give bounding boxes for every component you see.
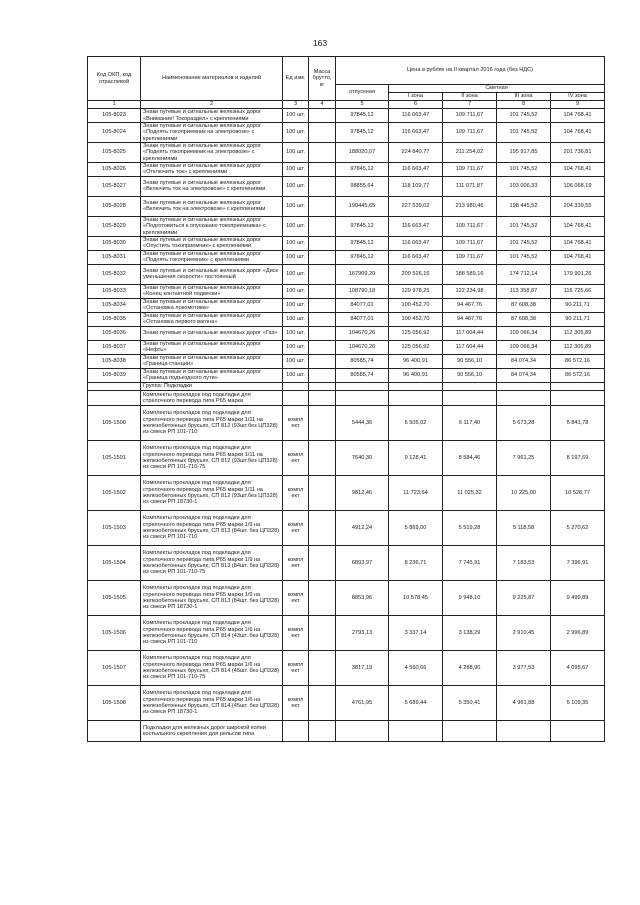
row-code: 105-8025 bbox=[88, 142, 141, 162]
row-code: 105-8036 bbox=[88, 326, 141, 340]
row-mass bbox=[309, 196, 336, 216]
row-zone-2-price: 94 467,76 bbox=[443, 298, 497, 312]
row-mass bbox=[309, 250, 336, 264]
row-release-price: 7640,30 bbox=[336, 440, 389, 475]
row-mass bbox=[309, 340, 336, 354]
row-mass bbox=[309, 580, 336, 615]
row-unit: 100 шт. bbox=[283, 340, 309, 354]
row-zone-1-price: 116 663,47 bbox=[389, 250, 443, 264]
table-row bbox=[88, 545, 605, 580]
row-zone-2-price: 122 234,98 bbox=[443, 284, 497, 298]
row-release-price: 188020,07 bbox=[336, 142, 389, 162]
row-zone-1-price: 118 109,77 bbox=[389, 176, 443, 196]
row-zone-1-price: 11 723,64 bbox=[389, 475, 443, 510]
last-section bbox=[88, 720, 605, 741]
row-zone-4-price: 116 725,66 bbox=[551, 284, 605, 298]
row-zone-4-price: 86 572,16 bbox=[551, 354, 605, 368]
row-zone-1-price: 9 128,41 bbox=[389, 440, 443, 475]
row-unit: компл ект bbox=[283, 615, 309, 650]
subgroup-label: Комплекты прокладок под подкладки для стрелочного перевода типа Р65 марки bbox=[141, 390, 283, 405]
row-zone-2-price: 9 948,10 bbox=[443, 580, 497, 615]
row-name: Знаки путевые и сигнальные железных дорог «Включить ток на электровозе» с креплениями bbox=[141, 176, 283, 196]
row-release-price: 167909,20 bbox=[336, 264, 389, 284]
row-release-price: 4912,24 bbox=[336, 510, 389, 545]
header-name: Наименование материалов и изделий bbox=[141, 57, 283, 101]
header-zone-3: III зона bbox=[497, 93, 551, 101]
row-zone-4-price: 104 768,41 bbox=[551, 250, 605, 264]
row-code: 105-8027 bbox=[88, 176, 141, 196]
row-code: 105-8035 bbox=[88, 312, 141, 326]
row-zone-2-price: 213 980,46 bbox=[443, 196, 497, 216]
row-zone-1-price: 4 560,66 bbox=[389, 650, 443, 685]
row-mass bbox=[309, 510, 336, 545]
row-mass bbox=[309, 264, 336, 284]
row-code: 105-8031 bbox=[88, 250, 141, 264]
row-zone-3-price: 7 961,25 bbox=[497, 440, 551, 475]
row-zone-4-price: 104 768,41 bbox=[551, 216, 605, 236]
row-zone-4-price: 7 396,91 bbox=[551, 545, 605, 580]
row-name: Комплекты прокладок под подкладки для стрелочного перевода типа Р65 марки 1/9 на железобетонных брусьях, СП 813 (84шт. без ЦП328) из смеси РП 18730-1 bbox=[141, 580, 283, 615]
row-unit: 100 шт. bbox=[283, 216, 309, 236]
row-mass bbox=[309, 176, 336, 196]
row-zone-3-price: 103 006,33 bbox=[497, 176, 551, 196]
row-zone-4-price: 90 211,71 bbox=[551, 298, 605, 312]
row-zone-1-price: 116 663,47 bbox=[389, 123, 443, 143]
row-zone-1-price: 227 539,02 bbox=[389, 196, 443, 216]
row-zone-2-price: 6 117,40 bbox=[443, 405, 497, 440]
header-unit: Ед изм. bbox=[283, 57, 309, 101]
row-zone-2-price: 109 711,67 bbox=[443, 109, 497, 123]
col-index: 2 bbox=[141, 101, 283, 109]
row-zone-1-price: 116 663,47 bbox=[389, 109, 443, 123]
row-name: Комплекты прокладок под подкладки для стрелочного перевода типа Р65 марки 1/6 на железобетонных брусьях, СП 814 (45шт. без ЦП328) из смеси РП 101-710-75 bbox=[141, 650, 283, 685]
header-release: отпускная bbox=[336, 85, 389, 101]
row-name: Знаки путевые и сигнальные железных дорог «Конец контактной подвески» bbox=[141, 284, 283, 298]
row-code: 105-1506 bbox=[88, 615, 141, 650]
row-zone-2-price: 3 138,29 bbox=[443, 615, 497, 650]
row-code: 105-8029 bbox=[88, 216, 141, 236]
row-release-price: 97845,12 bbox=[336, 250, 389, 264]
row-name: Знаки путевые и сигнальные железных дорог «Опустить токоприемник» с креплениями bbox=[141, 236, 283, 250]
row-code: 105-1502 bbox=[88, 475, 141, 510]
price-table bbox=[87, 56, 605, 742]
col-index: 4 bbox=[309, 101, 336, 109]
row-zone-3-price: 198 445,52 bbox=[497, 196, 551, 216]
row-mass bbox=[309, 545, 336, 580]
row-zone-2-price: 211 254,02 bbox=[443, 142, 497, 162]
col-index: 3 bbox=[283, 101, 309, 109]
sign-rows bbox=[88, 109, 605, 383]
col-index: 6 bbox=[389, 101, 443, 109]
row-name: Комплекты прокладок под подкладки для стрелочного перевода типа Р65 марки 1/11 на железобетонных брусьях, СП 812 (93шт.без ЦП328) из смеси РП 18730-1 bbox=[141, 475, 283, 510]
row-name: Знаки путевые и сигнальные железных дорог «Граница станции» bbox=[141, 354, 283, 368]
group-section bbox=[88, 382, 605, 405]
row-code: 105-8030 bbox=[88, 236, 141, 250]
row-zone-1-price: 224 840,77 bbox=[389, 142, 443, 162]
row-name: Знаки путевые и сигнальные железных дорог «Поднять токоприемник» с креплениями bbox=[141, 250, 283, 264]
row-zone-4-price: 204 339,55 bbox=[551, 196, 605, 216]
col-index: 8 bbox=[497, 101, 551, 109]
row-zone-3-price: 101 745,52 bbox=[497, 123, 551, 143]
row-zone-4-price: 86 572,16 bbox=[551, 368, 605, 382]
row-code: 105-8032 bbox=[88, 264, 141, 284]
row-code: 105-1500 bbox=[88, 405, 141, 440]
row-zone-1-price: 96 400,91 bbox=[389, 368, 443, 382]
row-unit: 100 шт. bbox=[283, 250, 309, 264]
row-name: Комплекты прокладок под подкладки для стрелочного перевода типа Р65 марки 1/11 на железобетонных брусьях, СП 812 (93шт.без ЦП328) из смеси РП 101-710-75 bbox=[141, 440, 283, 475]
row-zone-2-price: 4 288,90 bbox=[443, 650, 497, 685]
table-row bbox=[88, 312, 605, 326]
row-release-price: 98855,64 bbox=[336, 176, 389, 196]
table-row bbox=[88, 475, 605, 510]
table-row bbox=[88, 176, 605, 196]
row-name: Знаки путевые и сигнальные железных дорог «Включить ток на электровозе» с креплениями bbox=[141, 196, 283, 216]
row-unit: 100 шт. bbox=[283, 123, 309, 143]
row-zone-4-price: 5 841,78 bbox=[551, 405, 605, 440]
col-index: 7 bbox=[443, 101, 497, 109]
row-mass bbox=[309, 326, 336, 340]
row-name: Знаки путевые и сигнальные железных дорог «Нефть» bbox=[141, 340, 283, 354]
row-zone-3-price: 113 358,87 bbox=[497, 284, 551, 298]
row-zone-1-price: 5 869,00 bbox=[389, 510, 443, 545]
row-zone-3-price: 101 745,52 bbox=[497, 250, 551, 264]
row-zone-1-price: 10 578,45 bbox=[389, 580, 443, 615]
row-zone-2-price: 117 604,44 bbox=[443, 340, 497, 354]
row-release-price: 104670,26 bbox=[336, 326, 389, 340]
table-row bbox=[88, 405, 605, 440]
table-row bbox=[88, 162, 605, 176]
row-release-price: 104670,26 bbox=[336, 340, 389, 354]
row-zone-4-price: 10 528,77 bbox=[551, 475, 605, 510]
row-unit: 100 шт. bbox=[283, 162, 309, 176]
row-name: Знаки путевые и сигнальные железных дорог «Граница подъездного пути» bbox=[141, 368, 283, 382]
column-index-row bbox=[88, 101, 605, 109]
row-zone-2-price: 109 711,67 bbox=[443, 162, 497, 176]
row-zone-2-price: 90 556,10 bbox=[443, 354, 497, 368]
row-code: 105-8024 bbox=[88, 123, 141, 143]
row-zone-3-price: 109 066,34 bbox=[497, 326, 551, 340]
row-zone-3-price: 4 961,88 bbox=[497, 685, 551, 720]
row-unit: 100 шт. bbox=[283, 312, 309, 326]
row-zone-4-price: 5 270,62 bbox=[551, 510, 605, 545]
row-zone-2-price: 111 071,87 bbox=[443, 176, 497, 196]
row-zone-4-price: 104 768,41 bbox=[551, 236, 605, 250]
row-name: Комплекты прокладок под подкладки для стрелочного перевода типа Р65 марки 1/9 на железобетонных брусьях, СП 813 (84шт. без ЦП328) из смеси РП 101-710 bbox=[141, 510, 283, 545]
row-code: 105-1505 bbox=[88, 580, 141, 615]
row-unit: 100 шт. bbox=[283, 368, 309, 382]
table-row bbox=[88, 354, 605, 368]
row-zone-1-price: 125 056,92 bbox=[389, 340, 443, 354]
row-code: 105-1503 bbox=[88, 510, 141, 545]
row-release-price: 97845,12 bbox=[336, 216, 389, 236]
row-name: Знаки путевые и сигнальные железных дорог «Отключить ток» с креплениями bbox=[141, 162, 283, 176]
row-zone-2-price: 117 604,44 bbox=[443, 326, 497, 340]
row-zone-1-price: 116 663,47 bbox=[389, 216, 443, 236]
row-mass bbox=[309, 216, 336, 236]
table-row bbox=[88, 264, 605, 284]
row-zone-3-price: 87 608,38 bbox=[497, 298, 551, 312]
row-zone-2-price: 188 589,16 bbox=[443, 264, 497, 284]
last-row-name: Подкладки для железных дорог широкой колеи костыльного скрепления для рельсов типа bbox=[141, 720, 283, 741]
row-mass bbox=[309, 298, 336, 312]
table-row bbox=[88, 326, 605, 340]
row-release-price: 190445,65 bbox=[336, 196, 389, 216]
row-unit: 100 шт. bbox=[283, 264, 309, 284]
row-zone-4-price: 9 499,89 bbox=[551, 580, 605, 615]
row-name: Комплекты прокладок под подкладки для стрелочного перевода типа Р65 марки 1/11 на железобетонных брусьях, СП 812 (93шт.без ЦП328) из смеси РП 101-710 bbox=[141, 405, 283, 440]
row-zone-3-price: 84 074,34 bbox=[497, 368, 551, 382]
row-mass bbox=[309, 123, 336, 143]
row-unit: компл ект bbox=[283, 405, 309, 440]
row-unit: 100 шт. bbox=[283, 142, 309, 162]
row-name: Знаки путевые и сигнальные железных дорог «Поднять токоприемник на электровозе» с креплениями bbox=[141, 142, 283, 162]
row-unit: компл ект bbox=[283, 580, 309, 615]
row-name: Знаки путевые и сигнальные железных дорог «Внимание! Токораздел» с креплениями bbox=[141, 109, 283, 123]
row-zone-2-price: 109 711,67 bbox=[443, 250, 497, 264]
row-name: Знаки путевые и сигнальные железных дорог «Газ» bbox=[141, 326, 283, 340]
row-zone-3-price: 5 673,28 bbox=[497, 405, 551, 440]
row-mass bbox=[309, 615, 336, 650]
row-zone-3-price: 87 608,38 bbox=[497, 312, 551, 326]
row-release-price: 2793,13 bbox=[336, 615, 389, 650]
row-release-price: 97845,12 bbox=[336, 109, 389, 123]
row-name: Комплекты прокладок под подкладки для стрелочного перевода типа Р65 марки 1/6 на железобетонных брусьях, СП 814 (45шт. без ЦП328) из смеси РП 18730-1 bbox=[141, 685, 283, 720]
group-label: Группа: Подкладки bbox=[141, 382, 283, 390]
row-release-price: 108790,18 bbox=[336, 284, 389, 298]
col-index: 5 bbox=[336, 101, 389, 109]
table-row bbox=[88, 510, 605, 545]
page-number: 163 bbox=[312, 38, 328, 48]
col-index: 9 bbox=[551, 101, 605, 109]
row-zone-1-price: 129 978,25 bbox=[389, 284, 443, 298]
row-zone-3-price: 5 118,58 bbox=[497, 510, 551, 545]
row-zone-4-price: 104 768,41 bbox=[551, 123, 605, 143]
row-code: 105-8026 bbox=[88, 162, 141, 176]
row-mass bbox=[309, 368, 336, 382]
row-zone-1-price: 100 452,70 bbox=[389, 298, 443, 312]
row-name: Знаки путевые и сигнальные железных дорог «Остановка первого вагона» bbox=[141, 312, 283, 326]
row-unit: компл ект bbox=[283, 545, 309, 580]
row-zone-1-price: 96 400,91 bbox=[389, 354, 443, 368]
row-zone-2-price: 5 350,41 bbox=[443, 685, 497, 720]
row-release-price: 9812,46 bbox=[336, 475, 389, 510]
row-mass bbox=[309, 312, 336, 326]
row-zone-2-price: 5 519,28 bbox=[443, 510, 497, 545]
row-unit: 100 шт. bbox=[283, 196, 309, 216]
row-mass bbox=[309, 236, 336, 250]
row-release-price: 97845,12 bbox=[336, 236, 389, 250]
table-row bbox=[88, 440, 605, 475]
row-code: 105-8033 bbox=[88, 284, 141, 298]
row-zone-4-price: 2 996,89 bbox=[551, 615, 605, 650]
row-name: Комплекты прокладок под подкладки для стрелочного перевода типа Р65 марки 1/6 на железобетонных брусьях, СП 814 (43шт. без ЦП328) из смеси РП 101-710 bbox=[141, 615, 283, 650]
row-zone-4-price: 179 901,26 bbox=[551, 264, 605, 284]
row-zone-4-price: 201 736,81 bbox=[551, 142, 605, 162]
row-zone-2-price: 94 467,76 bbox=[443, 312, 497, 326]
row-unit: 100 шт. bbox=[283, 354, 309, 368]
row-unit: 100 шт. bbox=[283, 298, 309, 312]
row-zone-4-price: 112 305,89 bbox=[551, 326, 605, 340]
table-row bbox=[88, 298, 605, 312]
kit-rows bbox=[88, 405, 605, 720]
table-row bbox=[88, 123, 605, 143]
row-release-price: 80585,74 bbox=[336, 354, 389, 368]
row-unit: компл ект bbox=[283, 475, 309, 510]
header-zone-1: I зона bbox=[389, 93, 443, 101]
row-name: Знаки путевые и сигнальные железных дорог «Диск уменьшения скорости» постоянный bbox=[141, 264, 283, 284]
row-code: 105-8037 bbox=[88, 340, 141, 354]
row-unit: 100 шт. bbox=[283, 326, 309, 340]
row-release-price: 84077,01 bbox=[336, 298, 389, 312]
row-zone-3-price: 174 712,14 bbox=[497, 264, 551, 284]
row-zone-1-price: 116 663,47 bbox=[389, 162, 443, 176]
row-release-price: 84077,01 bbox=[336, 312, 389, 326]
row-zone-4-price: 4 095,67 bbox=[551, 650, 605, 685]
table-row bbox=[88, 236, 605, 250]
row-release-price: 3817,19 bbox=[336, 650, 389, 685]
row-release-price: 97845,12 bbox=[336, 162, 389, 176]
row-code: 105-8023 bbox=[88, 109, 141, 123]
row-code: 105-8038 bbox=[88, 354, 141, 368]
table-row bbox=[88, 685, 605, 720]
table-row bbox=[88, 580, 605, 615]
row-zone-1-price: 5 689,44 bbox=[389, 685, 443, 720]
row-unit: компл ект bbox=[283, 650, 309, 685]
row-zone-3-price: 3 977,53 bbox=[497, 650, 551, 685]
table-row bbox=[88, 196, 605, 216]
row-release-price: 6893,97 bbox=[336, 545, 389, 580]
row-name: Комплекты прокладок под подкладки для стрелочного перевода типа Р65 марки 1/9 на железобетонных брусьях, СП 813 (84шт. без ЦП328) из смеси РП 101-710-75 bbox=[141, 545, 283, 580]
row-code: 105-1504 bbox=[88, 545, 141, 580]
row-zone-1-price: 125 056,92 bbox=[389, 326, 443, 340]
row-unit: компл ект bbox=[283, 510, 309, 545]
row-zone-4-price: 5 109,35 bbox=[551, 685, 605, 720]
row-unit: компл ект bbox=[283, 685, 309, 720]
row-zone-2-price: 109 711,67 bbox=[443, 123, 497, 143]
table-row bbox=[88, 284, 605, 298]
row-zone-2-price: 90 556,10 bbox=[443, 368, 497, 382]
row-zone-1-price: 3 337,14 bbox=[389, 615, 443, 650]
row-zone-4-price: 90 211,71 bbox=[551, 312, 605, 326]
row-zone-3-price: 101 745,52 bbox=[497, 162, 551, 176]
table-row bbox=[88, 250, 605, 264]
row-zone-3-price: 84 074,34 bbox=[497, 354, 551, 368]
row-zone-3-price: 2 910,45 bbox=[497, 615, 551, 650]
header-estimate: Сметная bbox=[389, 85, 605, 93]
row-release-price: 97845,12 bbox=[336, 123, 389, 143]
row-zone-1-price: 100 452,70 bbox=[389, 312, 443, 326]
row-mass bbox=[309, 650, 336, 685]
row-name: Знаки путевые и сигнальные железных дорог «Подготовиться к опусканию токоприемника» с креплениями bbox=[141, 216, 283, 236]
row-zone-1-price: 8 236,71 bbox=[389, 545, 443, 580]
row-mass bbox=[309, 284, 336, 298]
table-row bbox=[88, 216, 605, 236]
row-zone-3-price: 101 745,52 bbox=[497, 109, 551, 123]
row-release-price: 80585,74 bbox=[336, 368, 389, 382]
row-mass bbox=[309, 405, 336, 440]
row-zone-3-price: 195 917,85 bbox=[497, 142, 551, 162]
row-zone-4-price: 104 768,41 bbox=[551, 109, 605, 123]
row-unit: 100 шт. bbox=[283, 176, 309, 196]
row-zone-3-price: 101 745,52 bbox=[497, 236, 551, 250]
row-unit: 100 шт. bbox=[283, 284, 309, 298]
row-zone-3-price: 7 183,53 bbox=[497, 545, 551, 580]
header-price-group: Цена в рублях на II квартал 2016 года (без НДС) bbox=[336, 57, 605, 85]
row-mass bbox=[309, 142, 336, 162]
row-zone-1-price: 200 526,16 bbox=[389, 264, 443, 284]
row-zone-2-price: 11 025,32 bbox=[443, 475, 497, 510]
row-zone-3-price: 9 225,87 bbox=[497, 580, 551, 615]
row-unit: 100 шт. bbox=[283, 109, 309, 123]
row-unit: 100 шт. bbox=[283, 236, 309, 250]
row-code: 105-8028 bbox=[88, 196, 141, 216]
row-code: 105-8034 bbox=[88, 298, 141, 312]
row-zone-4-price: 106 068,19 bbox=[551, 176, 605, 196]
row-code: 105-1507 bbox=[88, 650, 141, 685]
row-zone-3-price: 109 066,34 bbox=[497, 340, 551, 354]
row-zone-1-price: 116 663,47 bbox=[389, 236, 443, 250]
row-zone-2-price: 109 711,67 bbox=[443, 236, 497, 250]
col-index: 1 bbox=[88, 101, 141, 109]
row-zone-3-price: 10 225,00 bbox=[497, 475, 551, 510]
row-zone-4-price: 8 197,69 bbox=[551, 440, 605, 475]
header-zone-2: II зона bbox=[443, 93, 497, 101]
row-release-price: 4761,95 bbox=[336, 685, 389, 720]
row-code: 105-1508 bbox=[88, 685, 141, 720]
row-mass bbox=[309, 109, 336, 123]
table-row bbox=[88, 615, 605, 650]
row-code: 105-8039 bbox=[88, 368, 141, 382]
row-name: Знаки путевые и сигнальные железных дорог «Поднять токоприемник на электровозе» с креплениями bbox=[141, 123, 283, 143]
row-release-price: 8853,96 bbox=[336, 580, 389, 615]
table-row bbox=[88, 340, 605, 354]
row-zone-2-price: 7 745,91 bbox=[443, 545, 497, 580]
row-mass bbox=[309, 475, 336, 510]
header-mass: Масса брутто, кг bbox=[309, 57, 336, 101]
table-row bbox=[88, 142, 605, 162]
header-code: Код ОКП, код отраслевой bbox=[88, 57, 141, 101]
row-zone-2-price: 109 711,67 bbox=[443, 216, 497, 236]
row-zone-4-price: 104 768,41 bbox=[551, 162, 605, 176]
row-code: 105-1501 bbox=[88, 440, 141, 475]
table-row bbox=[88, 368, 605, 382]
row-zone-1-price: 6 505,02 bbox=[389, 405, 443, 440]
row-unit: компл ект bbox=[283, 440, 309, 475]
table-row bbox=[88, 650, 605, 685]
row-zone-3-price: 101 745,52 bbox=[497, 216, 551, 236]
row-name: Знаки путевые и сигнальные железных дорог «Остановка локомотива» bbox=[141, 298, 283, 312]
row-zone-4-price: 112 305,89 bbox=[551, 340, 605, 354]
row-mass bbox=[309, 162, 336, 176]
row-mass bbox=[309, 685, 336, 720]
row-release-price: 5444,36 bbox=[336, 405, 389, 440]
row-mass bbox=[309, 354, 336, 368]
table-row bbox=[88, 109, 605, 123]
row-mass bbox=[309, 440, 336, 475]
row-zone-2-price: 8 584,46 bbox=[443, 440, 497, 475]
header-zone-4: IV зона bbox=[551, 93, 605, 101]
